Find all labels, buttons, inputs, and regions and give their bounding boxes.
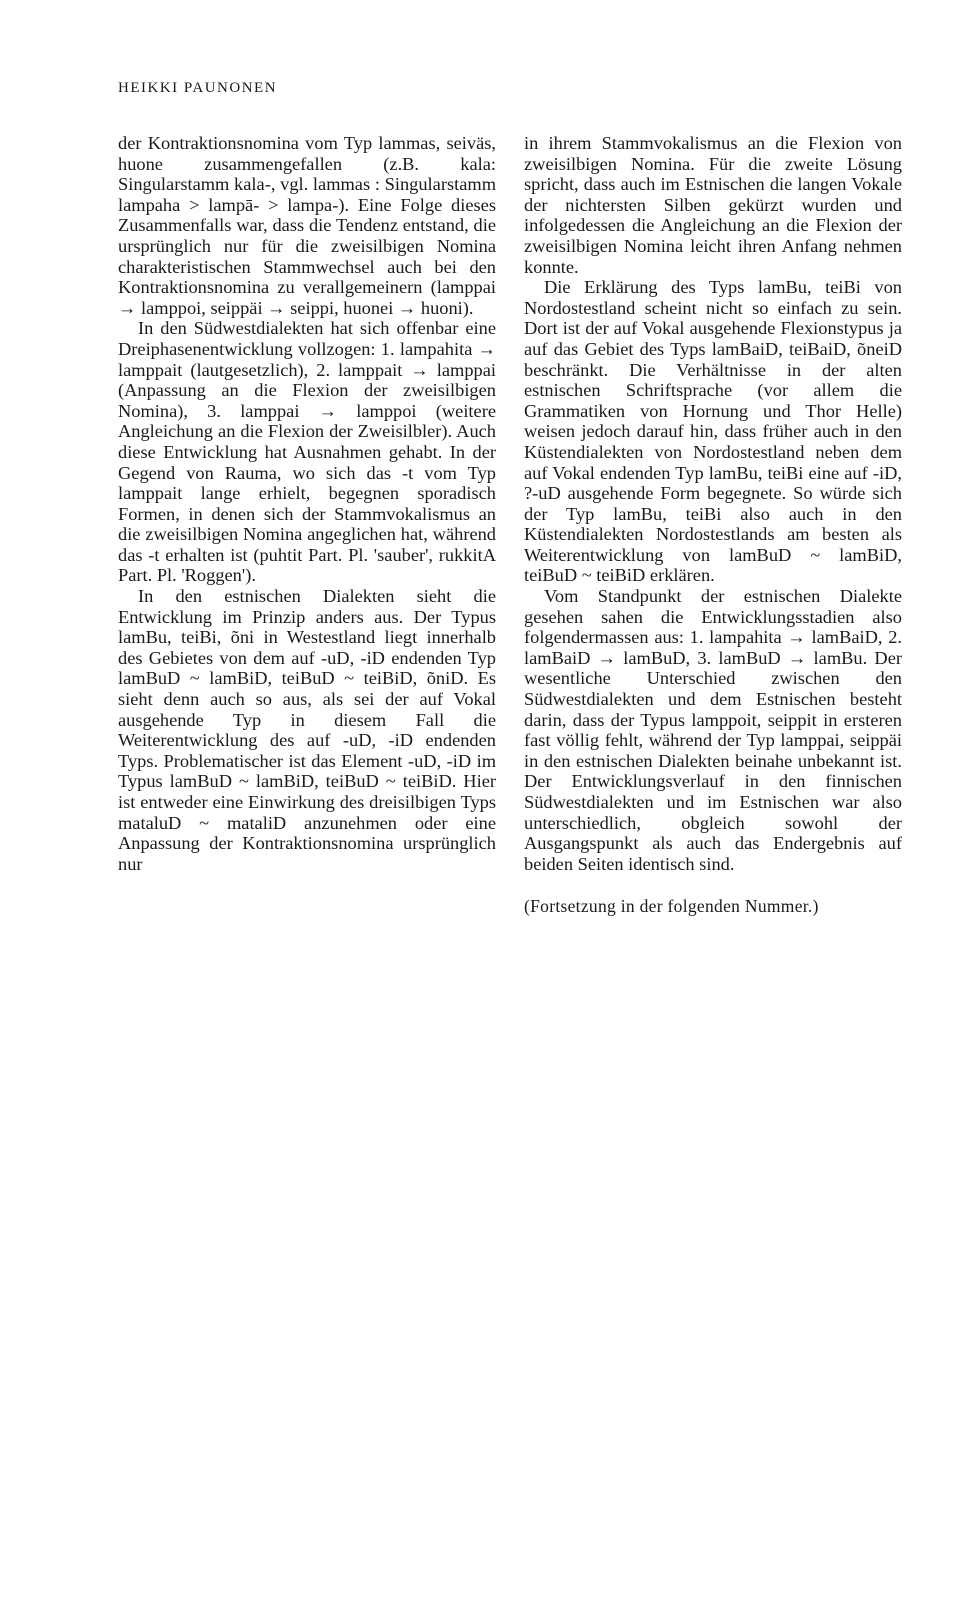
paragraph-right-3: Vom Standpunkt der estnischen Dialekte gesehen sahen die Entwicklungsstadien also folgendermassen aus: 1. lampahita → lamBaiD, 2. lamBaiD → lamBuD, 3. lamBuD → lamBu. Der wesentliche Unterschied zwischen den Südwestdialekten und dem Estnischen besteht darin, dass der Typus lamppoit, seippit in ersteren fast völlig fehlt, während der Typ lamppai, seippäi in den estnischen Dialekten beinahe unbekannt ist. Der Entwicklungsverlauf in den finnischen Südwestdialekten und im Estnischen war also unterschiedlich, obgleich sowohl der Ausgangspunkt als auch das Endergebnis auf beiden Seiten identisch sind. bbox=[524, 586, 902, 874]
left-column bbox=[118, 133, 496, 874]
paragraph-left-3: In den estnischen Dialekten sieht die Entwicklung im Prinzip anders aus. Der Typus lamBu, teiBi, õni in Westestland liegt innerhalb des Gebietes von dem auf -uD, -iD endenden Typ lamBuD ~ lamBiD, teiBuD ~ teiBiD, õniD. Es sieht denn auch so aus, als sei der auf Vokal ausgehende Typ in diesem Fall die Weiterentwicklung des auf -uD, -iD endenden Typs. Problematischer ist das Element -uD, -iD im Typus lamBuD ~ lamBiD, teiBuD ~ teiBiD. Hier ist entweder eine Einwirkung des dreisilbigen Typs mataluD ~ mataliD anzunehmen oder eine Anpassung der Kontraktionsnomina ursprünglich nur bbox=[118, 586, 496, 874]
paragraph-right-1: in ihrem Stammvokalismus an die Flexion von zweisilbigen Nomina. Für die zweite Lösung spricht, dass auch im Estnischen die langen Vokale der nichtersten Silben gekürzt wurden und infolgedessen die Angleichung an die Flexion der zweisilbigen Nomina leicht ihren Anfang nehmen konnte. bbox=[524, 133, 902, 277]
paragraph-left-2: In den Südwestdialekten hat sich offenbar eine Dreiphasenentwicklung vollzogen: 1. lampahita → lamppait (lautgesetzlich), 2. lamppait → lamppai (Anpassung an die Flexion der zweisilbigen Nomina), 3. lamppai → lamppoi (weitere Angleichung an die Flexion der Zweisilbler). Auch diese Entwicklung hat Ausnahmen gehabt. In der Gegend von Rauma, wo sich das -t vom Typ lamppait lange erhielt, begegnen sporadisch Formen, in denen sich der Stammvokalismus an die zweisilbigen Nomina angeglichen hat, während das -t erhalten ist (puhtit Part. Pl. 'sauber', rukkitA Part. Pl. 'Roggen'). bbox=[118, 318, 496, 586]
paragraph-left-1: der Kontraktionsnomina vom Typ lammas, seiväs, huone zusammengefallen (z.B. kala: Singularstamm kala-, vgl. lammas : Singularstamm lampaha > lampā- > lampa-). Eine Folge dieses Zusammenfalls war, dass die Tendenz entstand, die ursprünglich nur für die zweisilbigen Nomina charakteristischen Stammwechsel auch bei den Kontraktionsnomina zu verallgemeinern (lamppai → lamppoi, seippäi → seippi, huonei → huoni). bbox=[118, 133, 496, 318]
running-head: HEIKKI PAUNONEN bbox=[118, 80, 278, 96]
paragraph-right-2: Die Erklärung des Typs lamBu, teiBi von Nordostestland scheint nicht so einfach zu sein. Dort ist der auf Vokal ausgehende Flexionstypus ja auf das Gebiet des Typs lamBaiD, teiBaiD, õneiD beschränkt. Die Verhältnisse in der alten estnischen Schriftsprache (vor allem die Grammatiken von Hornung und Thor Helle) weisen jedoch darauf hin, dass früher auch in den Küstendialekten von Nordostestland neben dem auf Vokal endenden Typ lamBu, teiBi eine auf -iD, ?-uD ausgehende Form begegnete. So würde sich der Typ lamBu, teiBi also auch in den Küstendialekten Nordostestlands am besten als Weiterentwicklung von lamBuD ~ lamBiD, teiBuD ~ teiBiD erklären. bbox=[524, 277, 902, 586]
continuation-note: (Fortsetzung in der folgenden Nummer.) bbox=[524, 896, 819, 917]
right-column bbox=[524, 133, 902, 917]
